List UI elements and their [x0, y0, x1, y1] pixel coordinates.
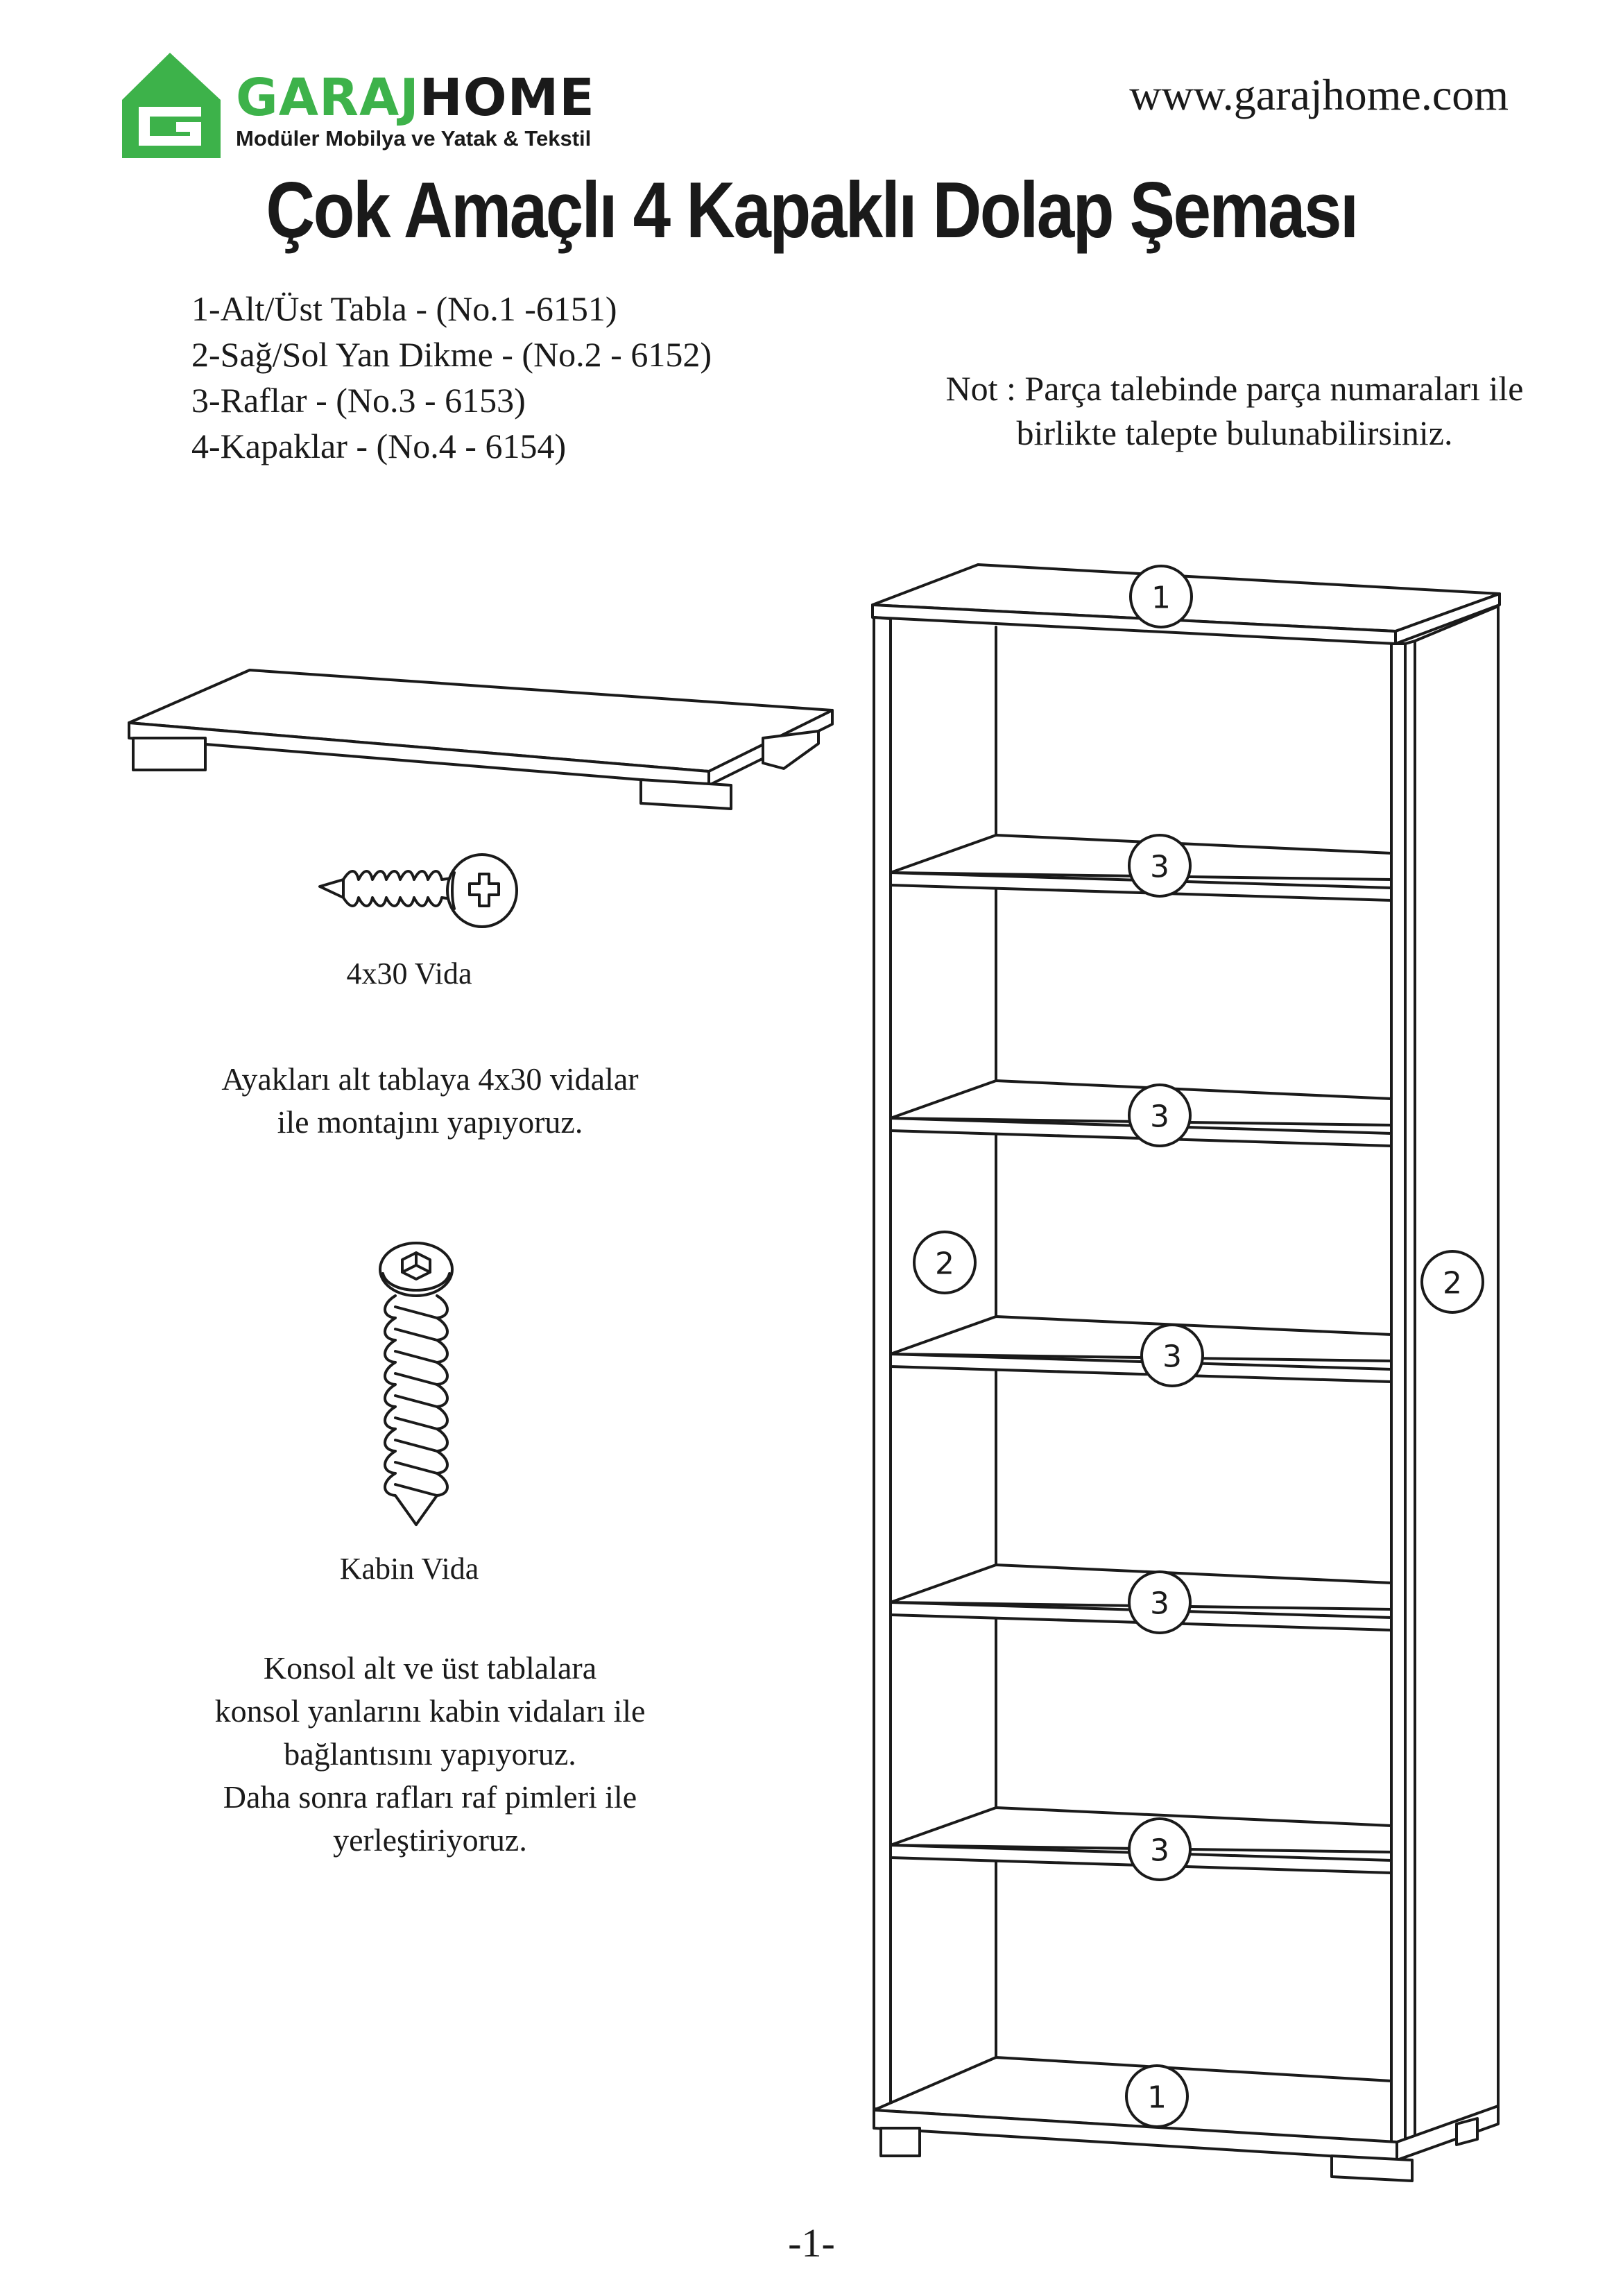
- svg-text:3: 3: [1162, 1339, 1182, 1375]
- cabinet-screw-icon: [375, 1240, 458, 1532]
- bottom-panel-with-legs-drawing: [125, 666, 846, 819]
- svg-text:2: 2: [1443, 1265, 1462, 1301]
- callout-shelf-5: [1126, 1816, 1193, 1883]
- svg-text:3: 3: [1150, 1833, 1169, 1869]
- screw-4x30-instruction: Ayakları alt tablaya 4x30 vidalar ile montajını yapıyoruz.: [221, 1061, 639, 1140]
- parts-list-item: 1-Alt/Üst Tabla - (No.1 -6151): [191, 289, 617, 328]
- svg-text:3: 3: [1150, 849, 1169, 885]
- callout-right-side: [1419, 1249, 1486, 1315]
- brand-name: GARAJHOME: [236, 68, 595, 128]
- callout-left-side: [911, 1229, 978, 1296]
- callout-shelf-4: [1126, 1569, 1193, 1636]
- svg-text:1: 1: [1151, 580, 1171, 616]
- page-number: -1-: [788, 2220, 835, 2265]
- svg-text:3: 3: [1150, 1099, 1169, 1135]
- brand-tagline: Modüler Mobilya ve Yatak & Tekstil: [236, 126, 592, 151]
- parts-list-item: 4-Kapaklar - (No.4 - 6154): [191, 427, 567, 465]
- screw-4x30-icon: [316, 852, 524, 935]
- cabinet-screw-instruction: Konsol alt ve üst tablalara konsol yanlarını kabin vidaları ile bağlantısını yapıyoruz. Daha sonra rafları raf pimleri ile yerleştiriyoruz.: [214, 1650, 646, 1858]
- svg-text:2: 2: [935, 1246, 954, 1282]
- cabinet-screw-label: Kabin Vida: [339, 1552, 479, 1586]
- parts-list-item: 2-Sağ/Sol Yan Dikme - (No.2 - 6152): [191, 335, 712, 374]
- parts-list-item: 3-Raflar - (No.3 - 6153): [191, 381, 526, 420]
- screw-4x30-label: 4x30 Vida: [346, 957, 472, 991]
- svg-text:3: 3: [1150, 1586, 1169, 1622]
- callout-shelf-2: [1126, 1082, 1193, 1149]
- svg-text:1: 1: [1147, 2080, 1167, 2116]
- website-link[interactable]: www.garajhome.com: [1129, 70, 1509, 119]
- callout-shelf-3: [1139, 1322, 1205, 1389]
- page-title: Çok Amaçlı 4 Kapaklı Dolap Şeması: [266, 166, 1357, 255]
- callout-bottom-panel: [1124, 2063, 1190, 2130]
- callout-top-panel: [1128, 563, 1194, 630]
- callout-shelf-1: [1126, 832, 1193, 899]
- garajhome-logo-icon: [118, 50, 222, 160]
- parts-list: [191, 286, 712, 469]
- note-text: Not : Parça talebinde parça numaraları ile birlikte talepte bulunabilirsiniz.: [945, 369, 1524, 452]
